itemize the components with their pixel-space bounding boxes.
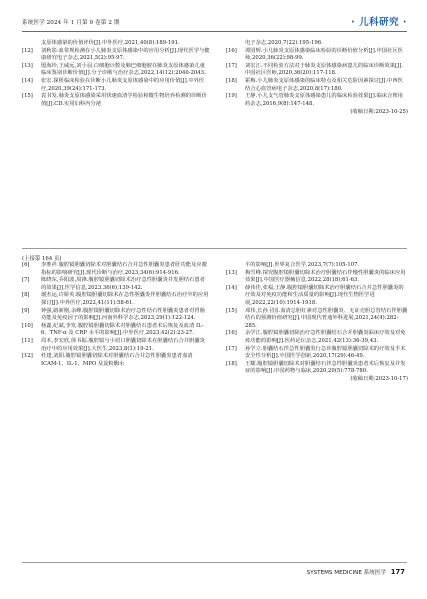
article1-references-left-column bbox=[22, 40, 210, 108]
reference-text: 刘秋影.血常规检测在小儿肺炎支原体感染中的应用分析[J].现代医学与健康研究电子杂志,2021,5(2):95-97. bbox=[41, 47, 210, 62]
reference-text: 余学江.腹腔镜胆囊切除治疗急性胆囊结石合并胆囊炎临床疗效及对免疫功能的影响[J].医药论坛杂志,2021,42(13):36-39,43. bbox=[245, 330, 406, 344]
reference-entry bbox=[226, 361, 408, 376]
reference-number: [14] bbox=[226, 284, 237, 291]
reference-entry bbox=[226, 270, 408, 285]
reference-text: 张宏.探析临床检验在诊断小儿肺炎支原体感染中的应用价值[J].中外医疗,2020,39(24):171-173. bbox=[41, 77, 205, 92]
reference-text: 陈晓东,乔阳波,周锋.腹腔镜胆囊切除术治疗急性胆囊炎并发胆结石患者的效果[J].医学信息,2023,36(6):139-142. bbox=[41, 277, 205, 291]
received-date: (收稿日期:2023-10-17) bbox=[350, 376, 408, 383]
reference-number: [9] bbox=[22, 307, 30, 314]
reference-number: [16] bbox=[226, 47, 237, 54]
page-number: 177 bbox=[390, 568, 405, 576]
page-footer bbox=[307, 568, 405, 576]
reference-number: [18] bbox=[226, 77, 237, 84]
reference-entry bbox=[22, 277, 210, 292]
reference-text: 李胜祥.腹腔镜胆囊切除术对胆囊结石合并急性胆囊炎患者肝功能及应激指标的影响研究[J].现代诊断与治疗,2023,34(6):914-916. bbox=[41, 262, 207, 276]
reference-text: 王静.小儿支气管肺炎支原体感染患儿的临床检验效果[J].临床合理用药杂志,2016,9(8):147-148. bbox=[245, 93, 403, 107]
reference-entry bbox=[226, 262, 408, 270]
reference-number: [13] bbox=[226, 269, 237, 276]
page-header bbox=[22, 14, 407, 34]
reference-entry bbox=[22, 93, 210, 108]
received-date: (收稿日期:2023-10-25) bbox=[350, 108, 408, 115]
reference-text: 平的影响[J].世界复合医学,2023,7(7):105-107. bbox=[245, 262, 360, 268]
section-title: · 儿科研究 · bbox=[351, 17, 407, 28]
reference-number: [14] bbox=[22, 77, 33, 84]
reference-number: [15] bbox=[226, 307, 237, 314]
reference-entry bbox=[226, 285, 408, 308]
reference-entry bbox=[226, 63, 408, 78]
reference-number: [12] bbox=[22, 353, 33, 360]
reference-text: 薛伟佳,张福,王静.腹腔镜胆囊切除术治疗胆囊结石合并急性胆囊炎的疗效及对免疫功能和生活质量的影响[J].现代生物医学进展,2022,22(10):1914-1918. bbox=[245, 284, 404, 306]
reference-text: 刘宏江.不同检验方法对于肺炎支原体感染病患儿的临床诊断效果[J].中国社区医师,2020,36(20):117-118. bbox=[245, 62, 403, 77]
reference-text: 霍梅.小儿肺炎支原体感染的临床特点及相关危险因素探讨[J].中西医结合心血管病电子杂志,2020,8(17):180. bbox=[245, 77, 403, 92]
reference-number: [6] bbox=[22, 262, 30, 268]
reference-number: [8] bbox=[22, 292, 30, 299]
continued-from-note: (上接第 164 页) bbox=[22, 256, 62, 262]
reference-entry bbox=[22, 40, 210, 48]
reference-entry bbox=[22, 78, 210, 93]
reference-entry bbox=[226, 346, 408, 361]
reference-entry bbox=[226, 48, 408, 63]
reference-text: 孙学立.胆囊结石伴急性胆囊炎行急诊腹腔镜胆囊切除术的疗效及手术安全性分析[J].中国医学创新,2020,17(29):46-49. bbox=[245, 345, 406, 360]
reference-entry bbox=[226, 78, 408, 93]
reference-text: 谢杰运,许娇英.腹腔镜胆囊切除术在急性胆囊炎伴胆囊结石治疗中的应用探讨[J].中外医疗,2022,41(11):58-61. bbox=[41, 292, 209, 306]
reference-entry bbox=[22, 353, 210, 368]
reference-entry bbox=[22, 308, 210, 323]
reference-number: [17] bbox=[226, 345, 237, 352]
reference-entry bbox=[226, 330, 408, 345]
reference-text: 杜建,刘阳.腹腔镜胆囊切除术对胆囊结石合并急性胆囊炎患者血清 ICAM-1、IL-1、MPO 及淀粉酶水 bbox=[41, 353, 193, 367]
reference-entry bbox=[226, 308, 408, 331]
reference-entry bbox=[22, 338, 210, 353]
reference-text: 王耀.腹腔镜胆囊切除术对胆囊结石伴急性胆囊炎患者术后恢复及并发症的影响[J].中国药物与临床,2020,20(5):778-780. bbox=[245, 360, 406, 375]
reference-text: 谭国辉.小儿肺炎支原体感染临床检验的诊断价值分析[J].中国社区医师,2020,36(22):98-99. bbox=[245, 47, 403, 62]
reference-text: 邓伟,长孙卫国.血清总胆红素对急性胆囊炎、无证壳胆总管结石伴胆囊结石的预测价值研究[J].中国现代普通外科进展,2021,24(4):282-285. bbox=[245, 307, 408, 329]
reference-number: [19] bbox=[226, 93, 237, 100]
reference-number: [15] bbox=[22, 93, 33, 100]
reference-entry bbox=[22, 323, 210, 338]
reference-number: [7] bbox=[22, 277, 30, 284]
journal-issue-line: 系统医学 2024 年 1 月第 9 卷第 2 期 bbox=[22, 20, 120, 26]
article2-references-left-column bbox=[22, 262, 210, 368]
reference-entry bbox=[22, 48, 210, 63]
reference-number: [12] bbox=[22, 47, 33, 54]
article-separator-rule bbox=[22, 248, 407, 249]
footer-rule bbox=[22, 562, 407, 563]
reference-entry bbox=[226, 40, 408, 48]
reference-number: [11] bbox=[22, 337, 33, 344]
reference-text: 殷海珍,王威远,刘小羽.白细胞计数及肺巴细胞胺在肺炎支原体感染儿童临床鉴别诊断价值[J].分子诊断与治疗杂志,2022,14(12):2040-2043. bbox=[41, 62, 206, 77]
article2-references-right-column bbox=[226, 262, 408, 384]
reference-text: 周本,李宏欣,徐书振.腹腔镜与小切口胆囊切除术在胆囊结石合并胆囊炎治疗中的应用效果[J].大医生,2023,8(1):19-21. bbox=[41, 337, 205, 352]
reference-entry bbox=[22, 262, 210, 277]
reference-text: 袁书发.肺炎支原体感染采用快速血清学检验和微生物培养检测的诊断价值[J].CD.实用妇科内分泌 bbox=[41, 93, 207, 107]
reference-text: 梅雪峰.探究腹腔镜胆囊切除术治疗胆囊结石伴慢性胆囊炎的临床应用效果[J].中国医疗器械信息,2022,28(18):61-63. bbox=[245, 269, 406, 284]
reference-number: [17] bbox=[226, 62, 237, 69]
reference-number: [18] bbox=[226, 360, 237, 367]
header-rule bbox=[22, 31, 407, 32]
footer-journal-name: SYSTEMS MEDICINE 系统医学 bbox=[306, 570, 387, 576]
reference-entry bbox=[22, 63, 210, 78]
reference-number: [16] bbox=[226, 330, 237, 337]
reference-entry bbox=[226, 93, 408, 108]
reference-text: 杨鑫,纪斌,李发.腹腔镜胆囊切除术对胆囊结石患者术后恢复及血清 IL-6、TNF-α 及 CRP 水平的影响[J].中外医疗,2023,42(2):23-27. bbox=[41, 322, 204, 337]
reference-text: 钟强,路新刚,余峰.腹腔镜胆囊切除术治疗急性结石性胆囊炎患者对胃肠功能及免疫因子的影响[J].河南外科学杂志,2023,29(1):122-124. bbox=[41, 307, 205, 322]
reference-number: [10] bbox=[22, 322, 33, 329]
reference-text: 电子杂志,2020,7(22):195-196. bbox=[245, 40, 323, 46]
reference-number: [13] bbox=[22, 62, 33, 69]
article1-references-right-column bbox=[226, 40, 408, 116]
reference-entry bbox=[22, 292, 210, 307]
reference-text: 支原体感染的价值评价[J].中外医疗,2021,40(8):189-191. bbox=[41, 40, 180, 46]
